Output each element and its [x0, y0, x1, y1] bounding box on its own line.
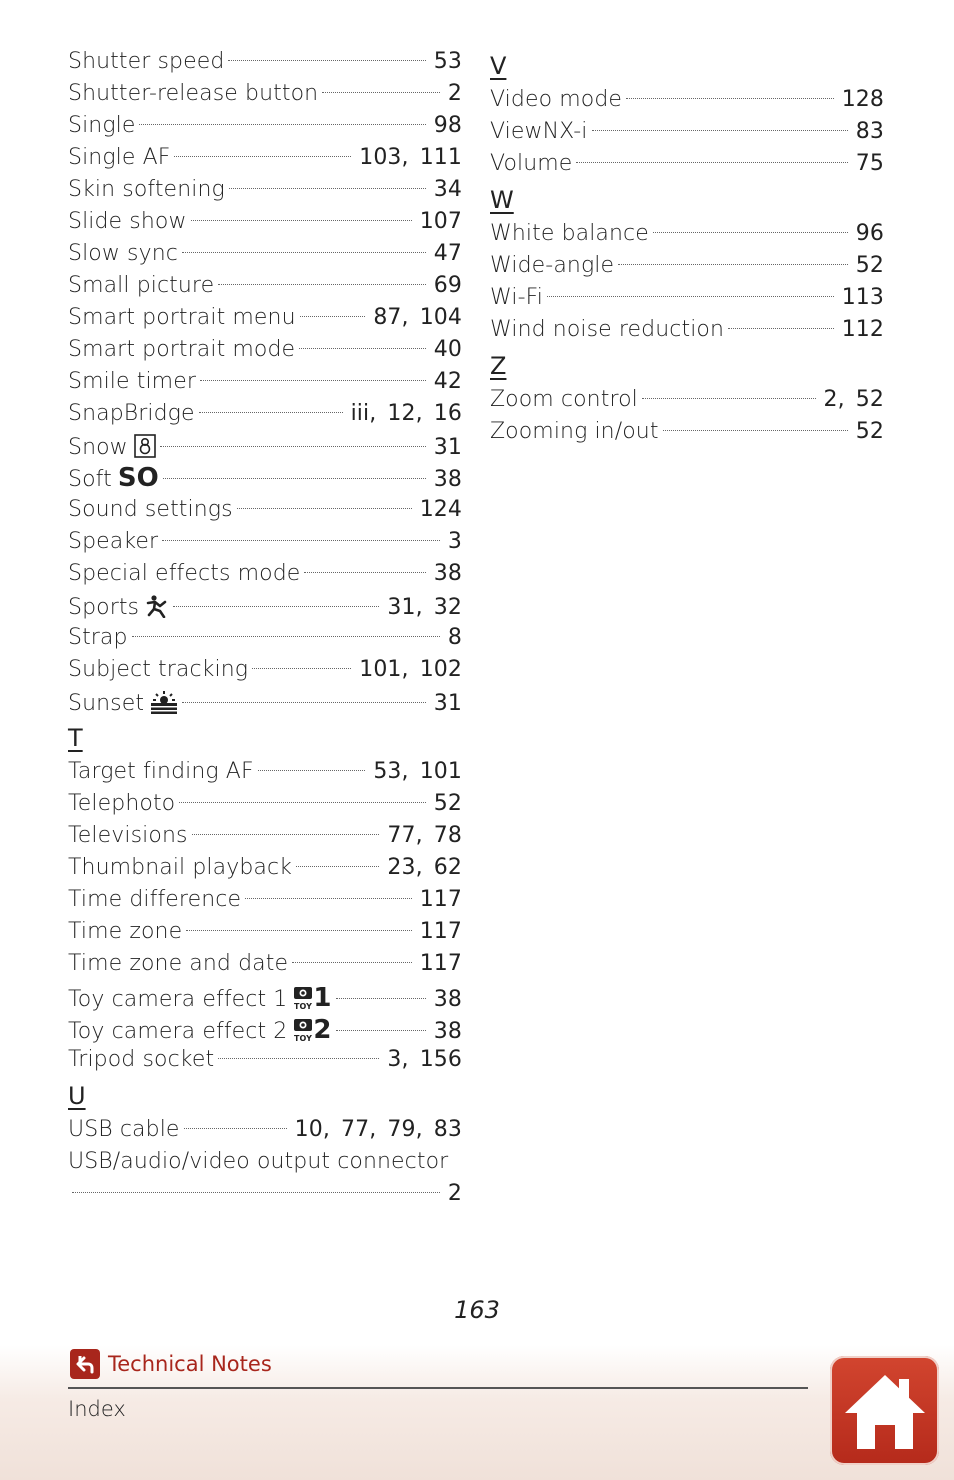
sports-scene-icon: [145, 594, 169, 618]
page-references[interactable]: 34: [433, 177, 462, 202]
dot-leader: [160, 446, 426, 447]
index-letter-heading: U: [68, 1082, 86, 1110]
index-term: USB cable: [68, 1117, 180, 1142]
index-entry: [68, 590, 462, 622]
index-entry: [490, 314, 884, 346]
index-entry: [68, 788, 462, 820]
dot-leader: [728, 328, 834, 329]
technical-notes-link[interactable]: [70, 1349, 272, 1379]
index-column-left: [68, 46, 462, 1210]
dot-leader: [296, 866, 379, 867]
index-entry: [68, 238, 462, 270]
index-entry: [490, 148, 884, 180]
index-term: Single: [68, 113, 136, 138]
index-term: Wind noise reduction: [490, 317, 725, 342]
index-term: Special effects mode: [68, 561, 301, 586]
index-term: Shutter speed: [68, 49, 225, 74]
index-entry: [68, 820, 462, 852]
index-term: Slow sync: [68, 241, 178, 266]
index-term: Speaker: [68, 529, 159, 554]
page-references[interactable]: 101, 102: [359, 657, 462, 682]
dot-leader: [192, 834, 380, 835]
index-term: Toy camera effect 2: [68, 1019, 288, 1044]
index-entry: [490, 116, 884, 148]
dot-leader: [547, 296, 834, 297]
page-references[interactable]: 75: [855, 151, 884, 176]
index-term: Small picture: [68, 273, 215, 298]
index-entry: [68, 270, 462, 302]
index-term: Subject tracking: [68, 657, 249, 682]
index-entry: [68, 334, 462, 366]
sunset-scene-icon: [150, 690, 178, 714]
mode-symbol: 1: [313, 983, 332, 1013]
index-entry: [68, 1012, 462, 1044]
svg-text:TOY: TOY: [294, 1002, 313, 1010]
index-term: Telephoto: [68, 791, 176, 816]
dot-leader: [218, 284, 426, 285]
page-references[interactable]: 38: [433, 1019, 462, 1044]
page-references[interactable]: 52: [855, 253, 884, 278]
page-references[interactable]: 107: [419, 209, 462, 234]
page-references[interactable]: 2: [447, 81, 462, 106]
page-references[interactable]: 31: [433, 691, 462, 716]
dot-leader: [132, 636, 440, 637]
page-references[interactable]: 77, 78: [387, 823, 462, 848]
index-term: Smart portrait menu: [68, 305, 296, 330]
page-references[interactable]: 87, 104: [373, 305, 462, 330]
dot-leader: [336, 1030, 426, 1031]
index-term: Single AF: [68, 145, 171, 170]
home-button[interactable]: [830, 1356, 939, 1465]
dot-leader: [182, 702, 426, 703]
index-entry: [68, 558, 462, 590]
page-references[interactable]: 98: [433, 113, 462, 138]
dot-leader: [252, 668, 351, 669]
index-entry: [68, 462, 462, 494]
page-references[interactable]: 10, 77, 79, 83: [294, 1117, 462, 1142]
index-term: Wide-angle: [490, 253, 615, 278]
subsection-label: Index: [68, 1397, 126, 1421]
dot-leader: [336, 998, 426, 999]
index-entry: [490, 282, 884, 314]
dot-leader: [174, 156, 351, 157]
page-footer: [0, 1345, 954, 1480]
page-references[interactable]: 117: [419, 919, 462, 944]
dot-leader: [618, 264, 848, 265]
index-term: Skin softening: [68, 177, 225, 202]
dot-leader: [245, 898, 412, 899]
page-references[interactable]: 113: [841, 285, 884, 310]
dot-leader: [163, 478, 426, 479]
dot-leader: [173, 606, 379, 607]
index-term: Sound settings: [68, 497, 233, 522]
index-letter-heading: T: [68, 724, 83, 752]
index-entry: [68, 366, 462, 398]
dot-leader: [663, 430, 848, 431]
index-entry: [68, 110, 462, 142]
index-term: SnapBridge: [68, 401, 195, 426]
index-term: White balance: [490, 221, 649, 246]
index-entry: [68, 1146, 462, 1178]
dot-leader: [304, 572, 425, 573]
toy-camera-2-icon: [293, 1016, 313, 1042]
index-term: Tripod socket: [68, 1047, 215, 1072]
index-entry: [490, 84, 884, 116]
dot-leader: [237, 508, 412, 509]
index-entry: [68, 78, 462, 110]
mode-symbol: 2: [313, 1015, 332, 1045]
page-references[interactable]: 23, 62: [387, 855, 462, 880]
dot-leader: [653, 232, 848, 233]
dot-leader: [200, 380, 426, 381]
index-term: Slide show: [68, 209, 187, 234]
dot-leader: [292, 962, 412, 963]
index-term: Zooming in/out: [490, 419, 659, 444]
index-entry: [68, 302, 462, 334]
index-entry: [68, 884, 462, 916]
page-references[interactable]: 117: [419, 951, 462, 976]
page-references[interactable]: 52: [433, 791, 462, 816]
index-entry: [68, 1178, 462, 1210]
index-term: Strap: [68, 625, 128, 650]
page-references[interactable]: 38: [433, 561, 462, 586]
dot-leader: [186, 930, 411, 931]
index-entry: [490, 416, 884, 448]
page-references[interactable]: 128: [841, 87, 884, 112]
page-number: 163: [454, 1296, 500, 1324]
dot-leader: [576, 162, 847, 163]
dot-leader: [139, 124, 425, 125]
index-term: Wi-Fi: [490, 285, 543, 310]
page-references[interactable]: iii, 12, 16: [350, 401, 462, 426]
index-entry: [68, 206, 462, 238]
index-term: Volume: [490, 151, 573, 176]
index-term: Thumbnail playback: [68, 855, 293, 880]
index-term: Target finding AF: [68, 759, 254, 784]
section-label[interactable]: Technical Notes: [108, 1352, 272, 1376]
toy-camera-1-icon: [293, 984, 313, 1010]
page-references[interactable]: 53: [433, 49, 462, 74]
index-term: Time zone and date: [68, 951, 289, 976]
page-references[interactable]: 42: [433, 369, 462, 394]
dot-leader: [322, 92, 440, 93]
index-entry: [490, 218, 884, 250]
dot-leader: [218, 1058, 379, 1059]
page-references[interactable]: 83: [855, 119, 884, 144]
page-references[interactable]: 38: [433, 987, 462, 1012]
page-references[interactable]: 124: [419, 497, 462, 522]
index-entry: [68, 654, 462, 686]
index-term: Time difference: [68, 887, 242, 912]
page-references[interactable]: 103, 111: [359, 145, 462, 170]
index-term: USB/audio/video output connector: [68, 1149, 449, 1174]
index-term: Video mode: [490, 87, 623, 112]
dot-leader: [199, 412, 343, 413]
dot-leader: [228, 60, 425, 61]
index-term: Zoom control: [490, 387, 638, 412]
page-references[interactable]: 8: [447, 625, 462, 650]
index-entry: [68, 686, 462, 718]
index-term: Time zone: [68, 919, 183, 944]
page-references[interactable]: 3, 156: [387, 1047, 462, 1072]
index-entry: [68, 1114, 462, 1146]
index-entry: [490, 250, 884, 282]
index-term: Smart portrait mode: [68, 337, 296, 362]
index-term: Sports: [68, 595, 140, 620]
dot-leader: [626, 98, 834, 99]
svg-text:TOY: TOY: [294, 1034, 313, 1042]
dot-leader: [162, 540, 440, 541]
page-references[interactable]: 117: [419, 887, 462, 912]
dot-leader: [229, 188, 426, 189]
page-references[interactable]: 69: [433, 273, 462, 298]
index-letter-heading: W: [490, 186, 514, 214]
index-column-right: [490, 46, 884, 448]
index-term: Shutter-release button: [68, 81, 319, 106]
page-references[interactable]: 31: [433, 435, 462, 460]
index-entry: [68, 756, 462, 788]
index-entry: [68, 526, 462, 558]
page-references[interactable]: 96: [855, 221, 884, 246]
mode-symbol: SO: [117, 463, 159, 493]
index-entry: [68, 46, 462, 78]
page-references[interactable]: 47: [433, 241, 462, 266]
snow-scene-icon: [134, 434, 156, 458]
index-entry: [68, 1044, 462, 1076]
back-arrow-icon[interactable]: [70, 1349, 100, 1379]
index-term: Televisions: [68, 823, 188, 848]
index-term: Soft: [68, 467, 112, 492]
dot-leader: [300, 316, 366, 317]
page-references[interactable]: 2, 52: [823, 387, 884, 412]
index-term: Sunset: [68, 691, 145, 716]
dot-leader: [258, 770, 366, 771]
index-term: ViewNX-i: [490, 119, 588, 144]
index-term: Snow: [68, 435, 128, 460]
dot-leader: [642, 398, 816, 399]
home-icon[interactable]: [841, 1369, 929, 1453]
page-references[interactable]: 2: [447, 1181, 462, 1206]
index-entry: [68, 852, 462, 884]
index-letter-heading: V: [490, 52, 507, 80]
index-entry: [68, 430, 462, 462]
index-entry: [68, 916, 462, 948]
index-entry: [68, 142, 462, 174]
dot-leader: [182, 252, 426, 253]
index-entry: [68, 174, 462, 206]
page-references[interactable]: 53, 101: [373, 759, 462, 784]
dot-leader: [299, 348, 426, 349]
page-references[interactable]: 31, 32: [387, 595, 462, 620]
dot-leader: [592, 130, 848, 131]
dot-leader: [72, 1192, 440, 1193]
page-references[interactable]: 40: [433, 337, 462, 362]
dot-leader: [179, 802, 426, 803]
index-entry: [490, 384, 884, 416]
page-references[interactable]: 3: [447, 529, 462, 554]
index-entry: [68, 948, 462, 980]
index-entry: [68, 980, 462, 1012]
index-entry: [68, 494, 462, 526]
page-references[interactable]: 52: [855, 419, 884, 444]
index-entry: [68, 398, 462, 430]
page-references[interactable]: 112: [841, 317, 884, 342]
index-term: Toy camera effect 1: [68, 987, 288, 1012]
index-term: Smile timer: [68, 369, 196, 394]
footer-divider: [68, 1387, 808, 1389]
index-letter-heading: Z: [490, 352, 507, 380]
dot-leader: [191, 220, 412, 221]
page-references[interactable]: 38: [433, 467, 462, 492]
dot-leader: [184, 1128, 287, 1129]
index-entry: [68, 622, 462, 654]
